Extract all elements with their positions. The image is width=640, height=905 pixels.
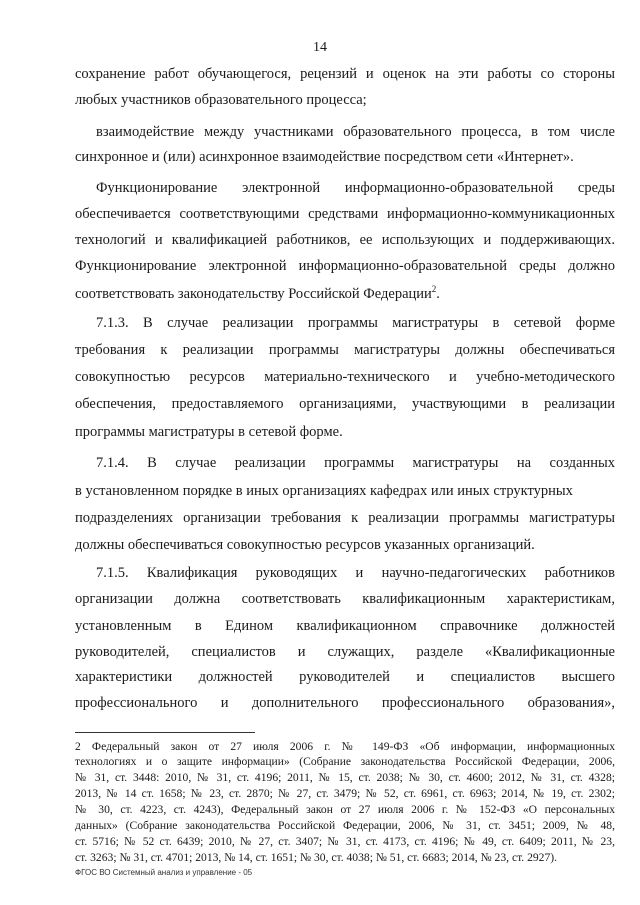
text-line: синхронное и (или) асинхронное взаимодействие посредством сети «Интернет». [75,149,574,165]
footnote-line: данных» (Собрание законодательства Российской Федерации, 2006, № 31, ст. 3451; 2009, № 48, [75,819,615,832]
footnote-line: 2 Федеральный закон от 27 июля 2006 г. № 149-ФЗ «Об информации, информационных [75,740,615,753]
document-stamp: ФГОС ВО Системный анализ и управление - 05 [75,868,253,877]
page-number: 14 [313,40,327,55]
text-line: 7.1.4. В случае реализации программы магистратуры на созданных [96,455,615,471]
footnote-line: ст. 3263; № 31, ст. 4701; 2013, № 14, ст. 1651; № 30, ст. 4038; № 51, ст. 6683; 2014, № 23, ст. 2927). [75,851,558,864]
text-line: подразделениях организации требования к реализации программы магистратуры [75,510,615,526]
footnote-line: ст. 5716; № 52 ст. 6439; 2010, № 27, ст. 3407; № 31, ст. 4173, ст. 4196; № 49, ст. 6409; 2011, № 23, [75,835,615,848]
text-line: программы магистратуры в сетевой форме. [75,424,343,440]
text-line: любых участников образовательного процесса; [75,92,367,108]
text-line: в установленном порядке в иных организациях кафедрах или иных структурных [75,483,573,499]
text-line: характеристики должностей руководителей и специалистов высшего [75,669,615,685]
footnote-line: технологиях и о защите информации» (Собрание законодательства Российской Федерации, 2006, [75,755,615,768]
text-line: должны обеспечиваться совокупностью ресурсов указанных организаций. [75,537,535,553]
text-line: сохранение работ обучающегося, рецензий и оценок на эти работы со стороны [75,66,615,82]
text-line: Функционирование электронной информационно-образовательной среды [96,180,615,196]
text-line: 7.1.5. Квалификация руководящих и научно-педагогических работников [96,565,615,581]
footnote-line: № 30, ст. 4223, ст. 4243), Федеральный закон от 27 июля 2006 г. № 152-ФЗ «О персональных [75,803,615,816]
text-line: Функционирование электронной информационно-образовательной среды должно [75,258,615,274]
footnote-line: № 31, ст. 3448: 2010, № 31, ст. 4196; 2011, № 15, ст. 2038; № 30, ст. 4600; 2012, № 31, ст. 4328; [75,771,615,784]
text-line: технологий и квалификацией работников, ее использующих и поддерживающих. [75,232,615,248]
text-line: обеспечения, предоставляемого организациями, участвующими в реализации [75,396,615,412]
footnote-divider [75,732,255,733]
text-line: взаимодействие между участниками образовательного процесса, в том числе [96,124,615,140]
footnote-line: 2013, № 14 ст. 1658; № 23, ст. 2870; № 27, ст. 3479; № 52, ст. 6961, ст. 6963; 2014, № 19, ст. 2302; [75,787,615,800]
text-line: профессионального и дополнительного профессионального образования», [75,695,615,711]
text-line: обеспечивается соответствующими средствами информационно-коммуникационных [75,206,615,222]
text-line: руководителей, специалистов и служащих, разделе «Квалификационные [75,644,615,660]
text-line: совокупностью ресурсов материально-технического и учебно-методического [75,369,615,385]
text-line-with-footnote: соответствовать законодательству Российской Федерации$^2$. [75,284,440,302]
footnote-ref: 2 [431,284,437,294]
text-line: организации должна соответствовать квалификационным характеристикам, [75,591,615,607]
text-line: требования к реализации программы магистратуры должны обеспечиваться [75,342,615,358]
text-line: 7.1.3. В случае реализации программы магистратуры в сетевой форме [96,315,615,331]
text-segment: соответствовать законодательству Российской Федерации [75,285,432,302]
text-line: установленным в Едином квалификационном справочнике должностей [75,618,615,634]
